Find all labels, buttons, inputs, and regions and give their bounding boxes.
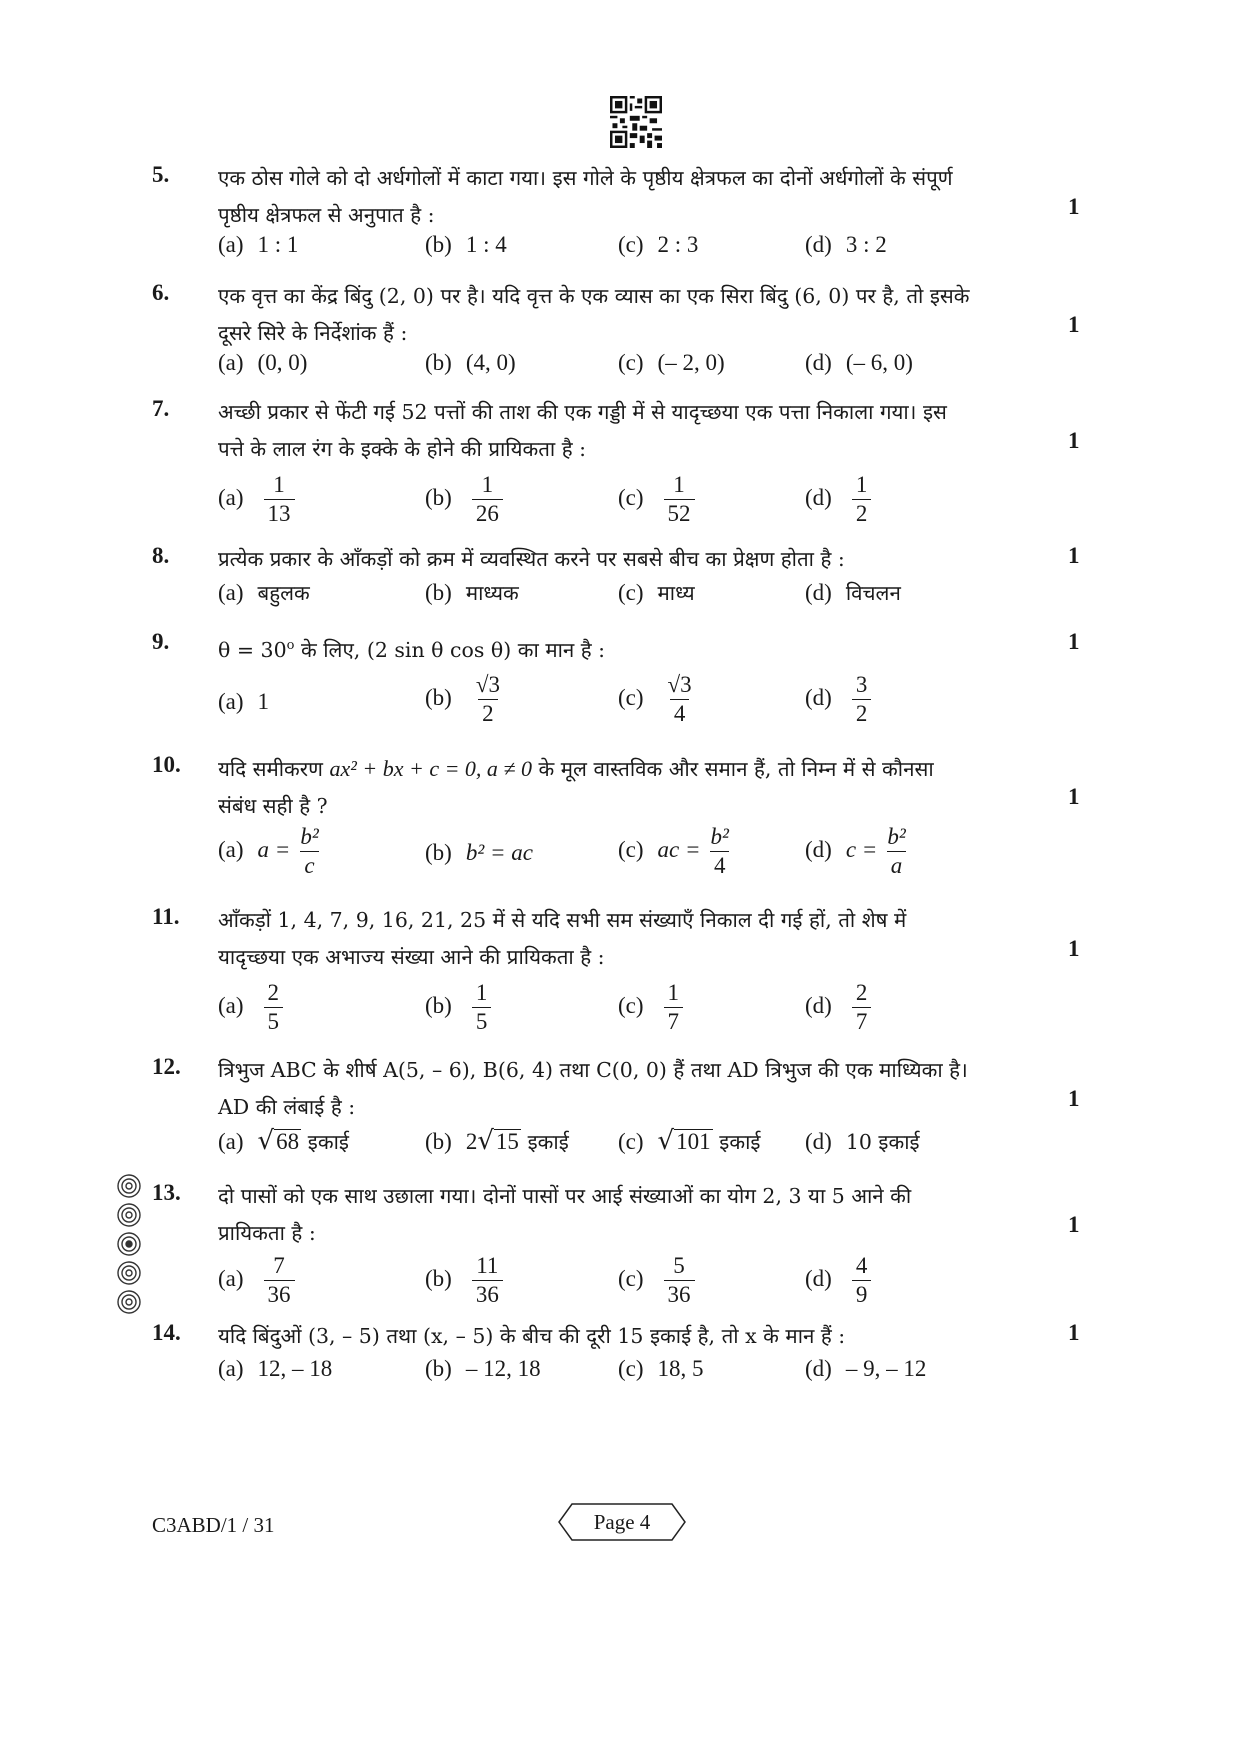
numerator: 1 [273, 472, 285, 497]
denominator: 9 [852, 1280, 872, 1308]
question-text: आँकड़ों 1, 4, 7, 9, 16, 21, 25 में से यदि सभी सम संख्याएँ निकाल दी गई हों, तो शेष में यादृच्छया एक अभाज्य संख्या आने की प्रायिकता है : [218, 908, 907, 969]
option-d [805, 672, 871, 727]
option-value: 1 : 4 [465, 232, 507, 257]
fraction [472, 672, 504, 727]
option-label: (d) [805, 232, 832, 257]
fraction [264, 980, 284, 1035]
denominator: 7 [664, 1007, 684, 1035]
numerator: 1 [855, 472, 868, 497]
option-c [618, 1126, 760, 1156]
denominator: 2 [852, 699, 872, 727]
fraction [707, 824, 733, 879]
numerator: 1 [481, 472, 494, 497]
option-b [425, 672, 504, 727]
question-number: 13. [152, 1180, 181, 1205]
denominator: 4 [670, 699, 690, 727]
option-label: (d) [805, 1356, 832, 1381]
option-label: (d) [805, 1129, 832, 1154]
fraction [296, 824, 322, 879]
fraction [472, 980, 492, 1035]
option-value: (– 6, 0) [845, 350, 913, 375]
option-label: (a) [218, 232, 244, 257]
option-label: (d) [805, 350, 832, 375]
option-value: बहुलक [257, 581, 310, 605]
question-number: 12. [152, 1054, 181, 1079]
numerator: √3 [667, 672, 692, 697]
option-b [425, 350, 516, 376]
option-d [805, 350, 913, 376]
fraction [472, 472, 503, 527]
numerator: 11 [476, 1253, 499, 1278]
marks: 1 [1068, 629, 1080, 654]
option-label: (d) [805, 580, 832, 605]
option-label: (d) [805, 485, 832, 510]
question-text: एक वृत्त का केंद्र बिंदु (2, 0) पर है। यदि वृत्त के एक व्यास का एक सिरा बिंदु (6, 0) पर है, तो इसके दूसरे सिरे के निर्देशांक हैं : [218, 284, 970, 345]
fraction [664, 1253, 695, 1308]
question-text: यदि बिंदुओं (3, – 5) तथा (x, – 5) के बीच की दूरी 15 इकाई है, तो x के मान हैं : [218, 1324, 846, 1348]
option-a [218, 689, 269, 715]
option-label: (a) [218, 580, 244, 605]
question-number: 14. [152, 1320, 181, 1345]
question-text [218, 627, 978, 669]
option-c [618, 980, 683, 1035]
option-label: (a) [218, 1266, 244, 1291]
numerator: 1 [667, 980, 680, 1005]
option-d [805, 579, 901, 607]
option-prefix: a = [257, 837, 291, 862]
option-label: (c) [618, 350, 644, 375]
option-a [218, 824, 323, 879]
option-a [218, 472, 295, 527]
option-c [618, 672, 696, 727]
option-d [805, 1356, 926, 1382]
numerator: 4 [855, 1253, 868, 1278]
sqrt-icon: √ [477, 1126, 494, 1156]
degree-superscript: o [286, 638, 295, 653]
denominator: 5 [472, 1007, 492, 1035]
numerator: √3 [475, 672, 500, 697]
option-c [618, 579, 695, 607]
numerator: 1 [673, 472, 685, 497]
marks: 1 [1068, 312, 1080, 337]
question-number: 11. [152, 904, 180, 929]
question-number: 8. [152, 543, 170, 568]
option-label: (a) [218, 350, 244, 375]
option-label: (b) [425, 840, 452, 865]
marks: 1 [1068, 543, 1080, 568]
fraction [264, 1253, 295, 1308]
question-text [218, 750, 978, 825]
denominator: 4 [710, 851, 730, 879]
spiral-binding-icon [116, 1173, 142, 1318]
marks: 1 [1068, 784, 1080, 809]
equation: ax² + bx + c = 0, a ≠ 0 [329, 756, 533, 781]
marks: 1 [1068, 1086, 1080, 1111]
numerator: b² [887, 824, 906, 849]
qr-code [610, 96, 662, 148]
marks: 1 [1068, 428, 1080, 453]
unit: इकाई [307, 1130, 349, 1154]
option-value: – 12, 18 [465, 1356, 541, 1381]
option-d [805, 824, 910, 879]
denominator: a [887, 851, 907, 879]
option-c [618, 232, 698, 258]
marks: 1 [1068, 936, 1080, 961]
fraction [883, 824, 909, 879]
denominator: c [300, 851, 318, 879]
option-value: 1 : 1 [257, 232, 299, 257]
option-value: b² = ac [465, 840, 533, 865]
option-label: (c) [618, 837, 644, 862]
option-d [805, 472, 871, 527]
numerator: 3 [855, 672, 868, 697]
radicand: 101 [676, 1129, 711, 1154]
option-value: माध्यक [465, 581, 519, 605]
question-text: दो पासों को एक साथ उछाला गया। दोनों पासों पर आई संख्याओं का योग 2, 3 या 5 आने की प्रायिकता है : [218, 1184, 912, 1245]
numerator: 7 [273, 1253, 285, 1278]
sqrt-icon: √ [657, 1126, 675, 1156]
fraction [852, 672, 872, 727]
fraction [852, 1253, 872, 1308]
option-label: (c) [618, 1129, 644, 1154]
option-label: (a) [218, 993, 244, 1018]
option-label: (b) [425, 1356, 452, 1381]
fraction [664, 672, 696, 727]
numerator: b² [300, 824, 319, 849]
option-label: (b) [425, 1129, 452, 1154]
option-value: (– 2, 0) [657, 350, 725, 375]
text-part: के मूल वास्तविक और समान हैं, तो निम्न में से कौनसा संबंध सही है ? [218, 757, 934, 818]
option-a [218, 1126, 349, 1156]
option-value: 18, 5 [657, 1356, 704, 1381]
numerator: 5 [673, 1253, 685, 1278]
option-label: (b) [425, 993, 452, 1018]
page-number: Page 4 [593, 1510, 651, 1534]
denominator: 36 [664, 1280, 695, 1308]
denominator: 36 [472, 1280, 503, 1308]
option-label: (d) [805, 993, 832, 1018]
option-b [425, 579, 519, 607]
option-label: (d) [805, 685, 832, 710]
option-label: (a) [218, 1356, 244, 1381]
option-value: 2 : 3 [657, 232, 699, 257]
option-b [425, 1126, 569, 1156]
radicand: 15 [495, 1129, 519, 1154]
marks: 1 [1068, 1212, 1080, 1237]
question-text: प्रत्येक प्रकार के आँकड़ों को क्रम में व्यवस्थित करने पर सबसे बीच का प्रेक्षण होता है : [218, 547, 845, 571]
option-b [425, 1356, 541, 1382]
option-value: 3 : 2 [845, 232, 887, 257]
option-label: (a) [218, 837, 244, 862]
denominator: 13 [264, 499, 295, 527]
option-b [425, 472, 503, 527]
option-label: (b) [425, 580, 452, 605]
marks: 1 [1068, 1320, 1080, 1345]
question-text: अच्छी प्रकार से फेंटी गई 52 पत्तों की ताश की एक गड्डी में से यादृच्छया एक पत्ता निकाला गया। इस पत्ते के लाल रंग के इक्के के होने की प्रायिकता है : [218, 400, 947, 461]
option-b [425, 840, 533, 866]
question-number: 5. [152, 162, 170, 187]
fraction [472, 1253, 503, 1308]
numerator: b² [710, 824, 729, 849]
option-c [618, 350, 725, 376]
option-label: (c) [618, 1356, 644, 1381]
unit: इकाई [719, 1130, 761, 1154]
text-part: के लिए, (2 sin θ cos θ) का मान है : [294, 637, 606, 662]
option-label: (c) [618, 232, 644, 257]
paper-code: C3ABD/1 / 31 [152, 1513, 275, 1537]
question-text: एक ठोस गोले को दो अर्धगोलों में काटा गया। इस गोले के पृष्ठीय क्षेत्रफल का दोनों अर्धगोलों के संपूर्ण पृष्ठीय क्षेत्रफल से अनुपात है : [218, 166, 953, 227]
denominator: 2 [852, 499, 872, 527]
option-label: (a) [218, 485, 244, 510]
option-prefix: ac = [657, 837, 701, 862]
option-label: (d) [805, 1266, 832, 1291]
fraction [264, 472, 295, 527]
option-c [618, 472, 695, 527]
question-number: 6. [152, 280, 170, 305]
option-label: (c) [618, 485, 644, 510]
denominator: 26 [472, 499, 503, 527]
option-value: 1 [257, 689, 270, 714]
option-d [805, 232, 887, 258]
option-label: (c) [618, 685, 644, 710]
option-label: (a) [218, 1129, 244, 1154]
denominator: 52 [664, 499, 695, 527]
text-part: θ = 30 [218, 637, 287, 662]
option-b [425, 232, 507, 258]
option-prefix: c = [845, 837, 878, 862]
option-value: माध्य [657, 581, 695, 605]
option-c [618, 1253, 695, 1308]
option-a [218, 1356, 332, 1382]
denominator: 5 [264, 1007, 284, 1035]
fraction [852, 980, 872, 1035]
question-number: 9. [152, 629, 170, 654]
option-d [805, 1128, 920, 1156]
fraction [664, 980, 684, 1035]
option-label: (a) [218, 689, 244, 714]
option-label: (b) [425, 685, 452, 710]
question-text: त्रिभुज ABC के शीर्ष A(5, – 6), B(6, 4) तथा C(0, 0) हैं तथा AD त्रिभुज की एक माध्यिका है। AD की लंबाई है : [218, 1058, 968, 1119]
option-label: (b) [425, 1266, 452, 1291]
numerator: 2 [855, 980, 868, 1005]
option-b [425, 980, 491, 1035]
option-label: (b) [425, 485, 452, 510]
denominator: 2 [478, 699, 498, 727]
numerator: 2 [267, 980, 280, 1005]
denominator: 36 [264, 1280, 295, 1308]
option-d [805, 1253, 871, 1308]
option-b [425, 1253, 503, 1308]
question-number: 7. [152, 396, 170, 421]
text-part: यदि समीकरण [218, 757, 330, 781]
option-value: 10 इकाई [845, 1130, 920, 1154]
option-label: (c) [618, 580, 644, 605]
numerator: 1 [475, 980, 488, 1005]
option-c [618, 824, 733, 879]
option-value: विचलन [845, 581, 901, 605]
option-c [618, 1356, 704, 1382]
coefficient: 2 [465, 1129, 478, 1154]
option-value: 12, – 18 [257, 1356, 333, 1381]
fraction [664, 472, 695, 527]
option-a [218, 579, 310, 607]
denominator: 7 [852, 1007, 872, 1035]
option-a [218, 980, 283, 1035]
option-value: – 9, – 12 [845, 1356, 927, 1381]
option-label: (d) [805, 837, 832, 862]
question-number: 10. [152, 752, 181, 777]
option-d [805, 980, 871, 1035]
marks: 1 [1068, 194, 1080, 219]
sqrt-icon: √ [257, 1126, 275, 1156]
fraction [852, 472, 872, 527]
option-a [218, 232, 298, 258]
option-label: (b) [425, 350, 452, 375]
radicand: 68 [276, 1129, 300, 1154]
option-value: (4, 0) [465, 350, 516, 375]
option-label: (c) [618, 993, 644, 1018]
option-value: (0, 0) [257, 350, 308, 375]
option-label: (c) [618, 1266, 644, 1291]
unit: इकाई [527, 1130, 569, 1154]
option-label: (b) [425, 232, 452, 257]
option-a [218, 350, 307, 376]
option-a [218, 1253, 295, 1308]
